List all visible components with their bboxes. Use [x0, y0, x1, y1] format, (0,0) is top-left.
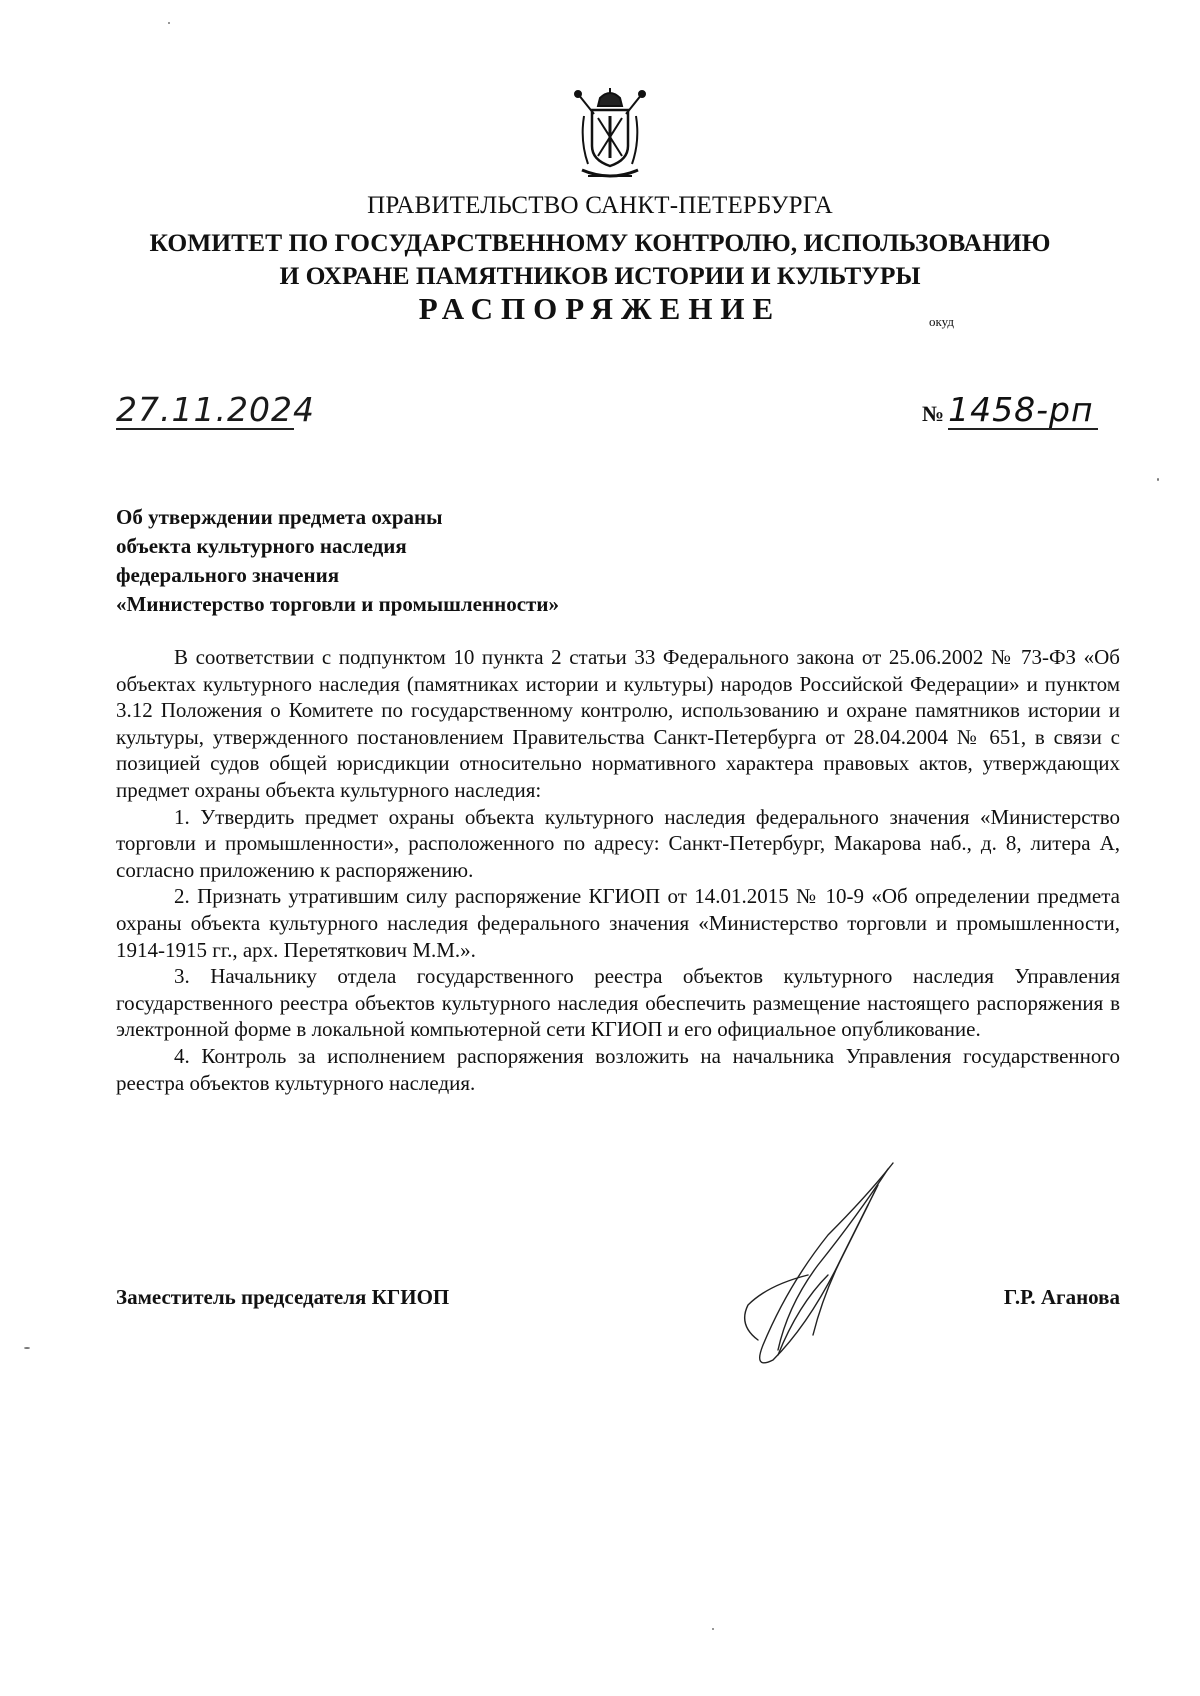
government-title: ПРАВИТЕЛЬСТВО САНКТ-ПЕТЕРБУРГА — [367, 192, 833, 219]
subject-line-3: федерального значения — [116, 563, 340, 587]
scan-speck — [712, 1628, 714, 1630]
signatory-position: Заместитель председателя КГИОП — [116, 1285, 450, 1309]
committee-title-line-2: И ОХРАНЕ ПАМЯТНИКОВ ИСТОРИИ И КУЛЬТУРЫ — [279, 261, 921, 290]
committee-title — [0, 226, 1200, 292]
subject-line-2: объекта культурного наследия — [116, 534, 407, 558]
committee-title-line-1: КОМИТЕТ ПО ГОСУДАРСТВЕННОМУ КОНТРОЛЮ, ИСПОЛЬЗОВАНИЮ — [149, 228, 1051, 257]
okud-label: окуд — [929, 314, 954, 329]
scan-speck — [1157, 478, 1159, 481]
subject-line-1: Об утверждении предмета охраны — [116, 505, 443, 529]
order-date: 27.11.2024 — [116, 390, 315, 429]
coat-of-arms-emblem — [570, 86, 650, 186]
body-item-2: 2. Признать утратившим силу распоряжение КГИОП от 14.01.2015 № 10-9 «Об определении предмета охраны объекта культурного наследия федерального значения «Министерство торговли и промышленности, 1914-1915 гг., арх. Перетяткович М.М.». — [116, 884, 1120, 962]
body-intro-paragraph: В соответствии с подпунктом 10 пункта 2 статьи 33 Федерального закона от 25.06.2002 № 73-ФЗ «Об объектах культурного наследия (памятниках истории и культуры) народов Российской Федерации» и пунктом 3.12 Положения о Комитете по государственному контролю, использованию и охране памятников истории и культуры, утвержденного постановлением Правительства Санкт-Петербурга от 28.04.2004 № 651, в связи с позицией судов общей юрисдикции относительно нормативного характера правовых актов, утверждающих предмет охраны объекта культурного наследия: — [116, 645, 1120, 802]
scan-speck — [24, 1347, 30, 1349]
order-number — [922, 392, 1122, 435]
subject-line-4: «Министерство торговли и промышленности» — [116, 592, 559, 616]
body-item-1: 1. Утвердить предмет охраны объекта культурного наследия федерального значения «Министерство торговли и промышленности», расположенного по адресу: Санкт-Петербург, Макарова наб., д. 8, литера А, согласно приложению к распоряжению. — [116, 804, 1120, 882]
order-body — [116, 644, 1120, 1096]
handwritten-signature — [718, 1155, 918, 1385]
order-subject — [116, 503, 676, 619]
body-item-3: 3. Начальнику отдела государственного реестра объектов культурного наследия Управления государственного реестра объектов культурного наследия обеспечить размещение настоящего распоряжения в электронной форме в локальной компьютерной сети КГИОП и его официальное опубликование. — [116, 964, 1120, 1042]
scan-speck — [168, 22, 170, 24]
document-type-title: РАСПОРЯЖЕНИЕ — [418, 291, 782, 326]
order-number-value: 1458-рп — [948, 392, 1098, 430]
number-sign: № — [922, 401, 945, 426]
signatory-name: Г.Р. Аганова — [1003, 1285, 1120, 1309]
body-item-4: 4. Контроль за исполнением распоряжения возложить на начальника Управления государственного реестра объектов культурного наследия. — [116, 1043, 1120, 1095]
